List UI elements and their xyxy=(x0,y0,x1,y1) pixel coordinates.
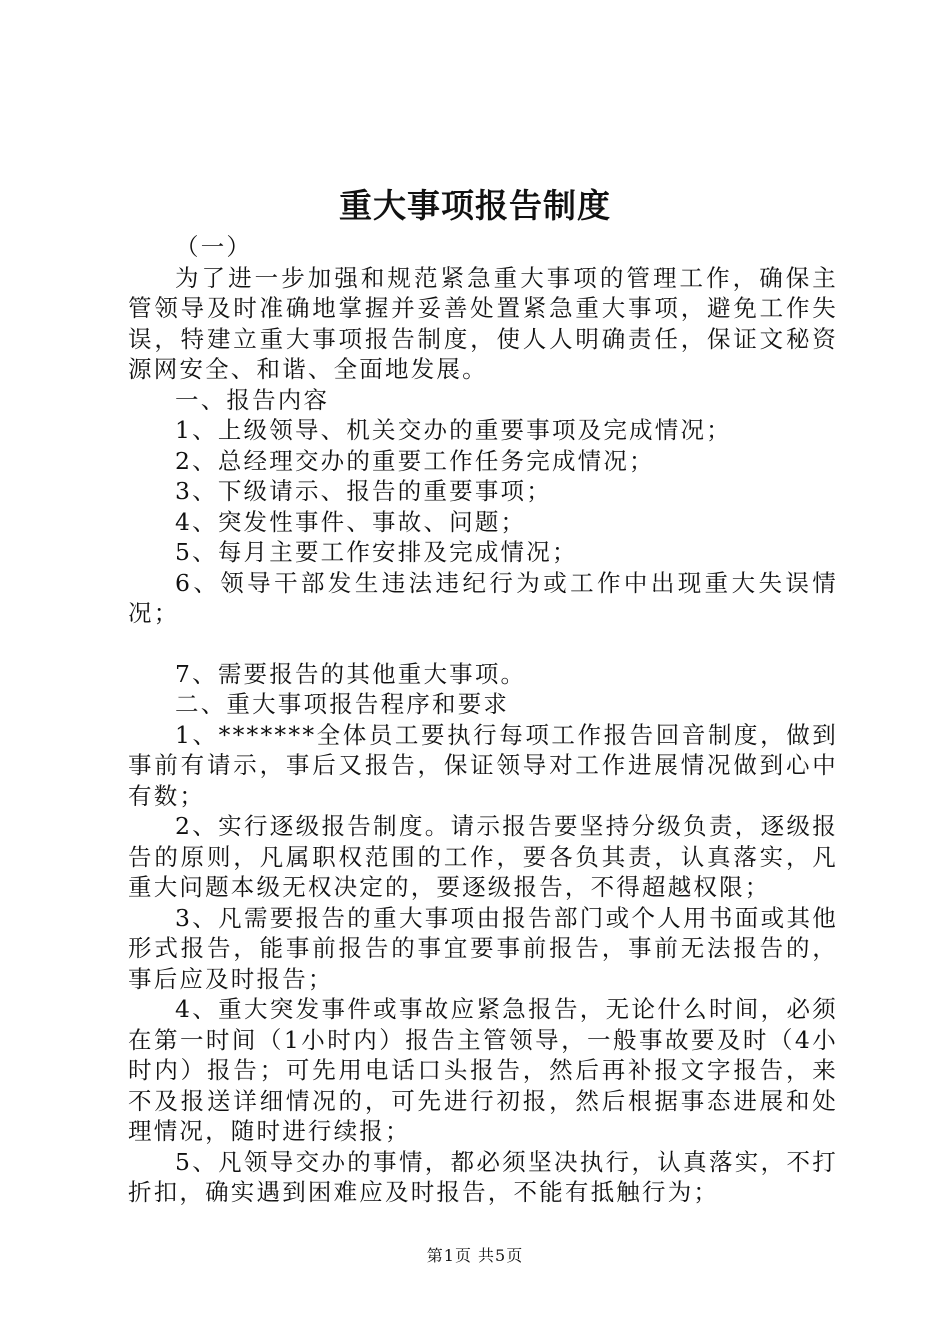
blank-line xyxy=(128,629,838,659)
procedure-paragraph: 2、实行逐级报告制度。请示报告要坚持分级负责，逐级报告的原则，凡属职权范围的工作，要各负其责，认真落实，凡重大问题本级无权决定的，要逐级报告，不得超越权限； xyxy=(128,812,838,901)
list-item: 4、突发性事件、事故、问题； xyxy=(175,507,527,536)
list-item: 6、领导干部发生违法违纪行为或工作中出现重大失误情况； xyxy=(128,568,838,627)
procedure-paragraph: 4、重大突发事件或事故应紧急报告，无论什么时间，必须在第一时间（1小时内）报告主管领导，一般事故要及时（4小时内）报告；可先用电话口头报告，然后再补报文字报告，来不及报送详细情况的，可先进行初报，然后根据事态进展和处理情况，随时进行续报； xyxy=(128,995,838,1145)
page-number-footer: 第1页 共5页 xyxy=(426,1246,524,1265)
document-title: 重大事项报告制度 xyxy=(339,186,611,225)
document-body xyxy=(128,232,838,1208)
list-item: 2、总经理交办的重要工作任务完成情况； xyxy=(175,446,655,475)
list-item: 1、上级领导、机关交办的重要事项及完成情况； xyxy=(175,416,732,444)
procedure-paragraph: 3、凡需要报告的重大事项由报告部门或个人用书面或其他形式报告，能事前报告的事宜要事前报告，事前无法报告的，事后应及时报告； xyxy=(128,903,838,993)
section-marker: （一） xyxy=(175,233,253,261)
intro-paragraph: 为了进一步加强和规范紧急重大事项的管理工作，确保主管领导及时准确地掌握并妥善处置紧急重大事项，避免工作失误，特建立重大事项报告制度，使人人明确责任，保证文秘资源网安全、和谐、全面地发展。 xyxy=(128,263,838,383)
list-item: 7、需要报告的其他重大事项。 xyxy=(175,659,527,688)
procedure-paragraph: 5、凡领导交办的事情，都必须坚决执行，认真落实，不打折扣，确实遇到困难应及时报告，不能有抵触行为； xyxy=(128,1147,838,1206)
list-item: 3、下级请示、报告的重要事项； xyxy=(175,477,552,505)
list-item: 5、每月主要工作安排及完成情况； xyxy=(175,538,578,566)
heading-report-content: 一、报告内容 xyxy=(175,385,330,414)
procedure-paragraph: 1、*******全体员工要执行每项工作报告回音制度，做到事前有请示，事后又报告，保证领导对工作进展情况做到心中有数； xyxy=(128,720,838,810)
heading-report-procedure: 二、重大事项报告程序和要求 xyxy=(175,690,510,718)
